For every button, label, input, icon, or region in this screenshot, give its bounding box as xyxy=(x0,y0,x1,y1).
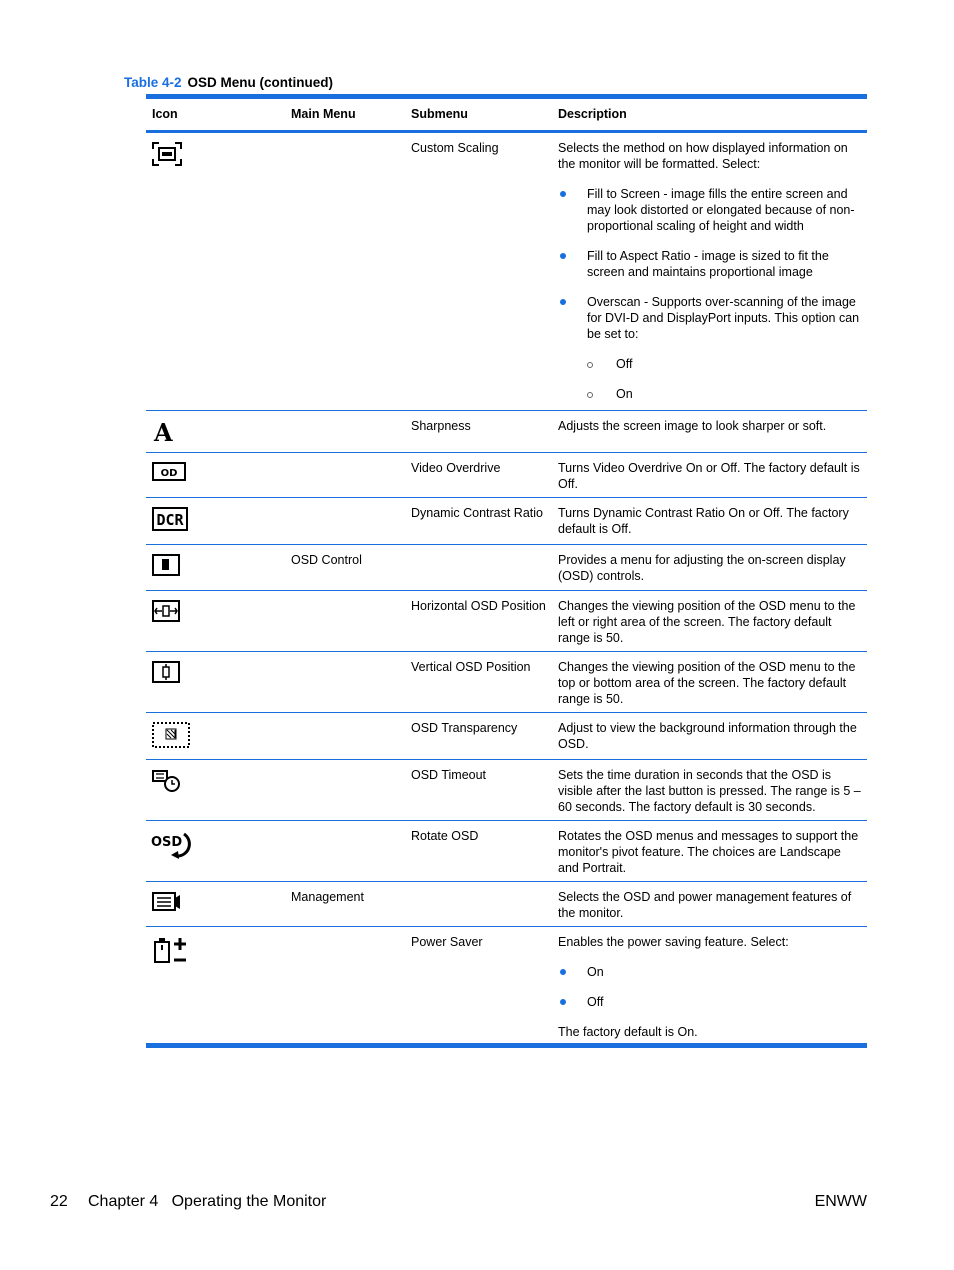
svg-text:OD: OD xyxy=(160,468,178,479)
factory-default-note: The factory default is On. xyxy=(558,1025,698,1039)
video-overdrive-icon xyxy=(152,462,186,482)
document-code: ENWW xyxy=(814,1193,867,1210)
description-text: Sets the time duration in seconds that the OSD is visible after the last button is pressed. The range is 5 – 60 seconds. The factory default is 30 seconds. xyxy=(558,768,861,814)
description-text: Turns Dynamic Contrast Ratio On or Off. The factory default is Off. xyxy=(558,506,849,536)
svg-text:A: A xyxy=(154,420,173,444)
bullet-dot xyxy=(560,999,566,1005)
description-text: Selects the OSD and power management features of the monitor. xyxy=(558,890,852,920)
description-text: Rotates the OSD menus and messages to support the monitor's pivot feature. The choices are Landscape and Portrait. xyxy=(558,829,859,875)
sub-bullet-text: On xyxy=(616,387,633,401)
header-icon: Icon xyxy=(152,107,178,121)
description-cell xyxy=(558,140,864,402)
bullet-dot xyxy=(560,253,566,259)
table-row xyxy=(146,133,867,410)
main-menu-label: OSD Control xyxy=(291,553,362,567)
list-item xyxy=(558,248,864,280)
table-row xyxy=(146,927,867,1043)
bullet-dot xyxy=(560,191,566,197)
submenu-label: Vertical OSD Position xyxy=(411,660,531,674)
submenu-label: OSD Transparency xyxy=(411,721,518,735)
submenu-label: Sharpness xyxy=(411,419,471,433)
sub-list-item xyxy=(558,356,864,372)
osd-timeout-icon xyxy=(152,769,182,793)
table-row xyxy=(146,498,867,544)
table-title: OSD Menu (continued) xyxy=(187,75,334,90)
bullet-dot xyxy=(560,969,566,975)
sharpness-icon xyxy=(152,420,178,444)
description-text: Enables the power saving feature. Select: xyxy=(558,935,789,949)
table-bottom-rule xyxy=(146,1043,867,1048)
main-menu-label: Management xyxy=(291,890,364,904)
chapter-title: Chapter 4 Operating the Monitor xyxy=(88,1193,327,1210)
bullet-text: Off xyxy=(587,995,604,1009)
table-row xyxy=(146,821,867,881)
table-row xyxy=(146,453,867,497)
list-item xyxy=(558,964,864,980)
table-row xyxy=(146,652,867,712)
table-header-row xyxy=(146,99,867,130)
table-number: Table 4-2 xyxy=(124,75,182,90)
table-caption xyxy=(124,75,333,90)
dcr-icon xyxy=(152,507,188,531)
bullet-text: Fill to Aspect Ratio - image is sized to fit the screen and maintains proportional image xyxy=(587,249,829,279)
list-item xyxy=(558,186,864,234)
submenu-label: Dynamic Contrast Ratio xyxy=(411,506,543,520)
table-row xyxy=(146,713,867,759)
description-text: Adjusts the screen image to look sharper or soft. xyxy=(558,419,827,433)
bullet-text: On xyxy=(587,965,604,979)
table-row xyxy=(146,591,867,651)
header-main-menu: Main Menu xyxy=(291,107,356,121)
osd-control-icon xyxy=(152,554,180,576)
list-item xyxy=(558,294,864,342)
sub-list-item xyxy=(558,386,864,402)
table-row xyxy=(146,882,867,926)
table-row xyxy=(146,545,867,590)
horizontal-osd-position-icon xyxy=(152,600,180,622)
osd-transparency-icon xyxy=(152,722,190,748)
description-text: Provides a menu for adjusting the on-screen display (OSD) controls. xyxy=(558,553,846,583)
svg-text:OSD: OSD xyxy=(151,835,183,850)
svg-text:DCR: DCR xyxy=(156,511,184,529)
rotate-osd-icon xyxy=(150,830,192,862)
page-number: 22 xyxy=(50,1193,68,1210)
osd-menu-table xyxy=(146,94,867,1048)
description-text: Changes the viewing position of the OSD menu to the top or bottom area of the screen. The factory default range is 50. xyxy=(558,660,856,706)
sub-bullet-ring xyxy=(587,392,593,398)
description-text: Changes the viewing position of the OSD menu to the left or right area of the screen. The factory default range is 50. xyxy=(558,599,856,645)
submenu-label: Video Overdrive xyxy=(411,461,501,475)
list-item xyxy=(558,994,864,1010)
table-row xyxy=(146,411,867,452)
submenu-label: OSD Timeout xyxy=(411,768,487,782)
table-row xyxy=(146,760,867,820)
header-description: Description xyxy=(558,107,627,121)
submenu-label: Custom Scaling xyxy=(411,141,499,155)
description-text: Turns Video Overdrive On or Off. The factory default is Off. xyxy=(558,461,860,491)
description-text: Selects the method on how displayed information on the monitor will be formatted. Select: xyxy=(558,141,848,171)
management-icon xyxy=(152,891,182,913)
submenu-label: Power Saver xyxy=(411,935,483,949)
bullet-text: Fill to Screen - image fills the entire screen and may look distorted or elongated because of non-proportional scaling of height and width xyxy=(587,187,855,233)
bullet-dot xyxy=(560,299,566,305)
sub-bullet-text: Off xyxy=(616,357,633,371)
header-submenu: Submenu xyxy=(411,107,468,121)
description-cell xyxy=(558,934,864,1040)
custom-scaling-icon xyxy=(152,142,182,166)
submenu-label: Rotate OSD xyxy=(411,829,479,843)
submenu-label: Horizontal OSD Position xyxy=(411,599,546,613)
power-saver-icon xyxy=(152,936,188,964)
sub-bullet-ring xyxy=(587,362,593,368)
bullet-text: Overscan - Supports over-scanning of the image for DVI-D and DisplayPort inputs. This option can be set to: xyxy=(587,295,860,341)
vertical-osd-position-icon xyxy=(152,661,180,683)
description-text: Adjust to view the background information through the OSD. xyxy=(558,721,857,751)
